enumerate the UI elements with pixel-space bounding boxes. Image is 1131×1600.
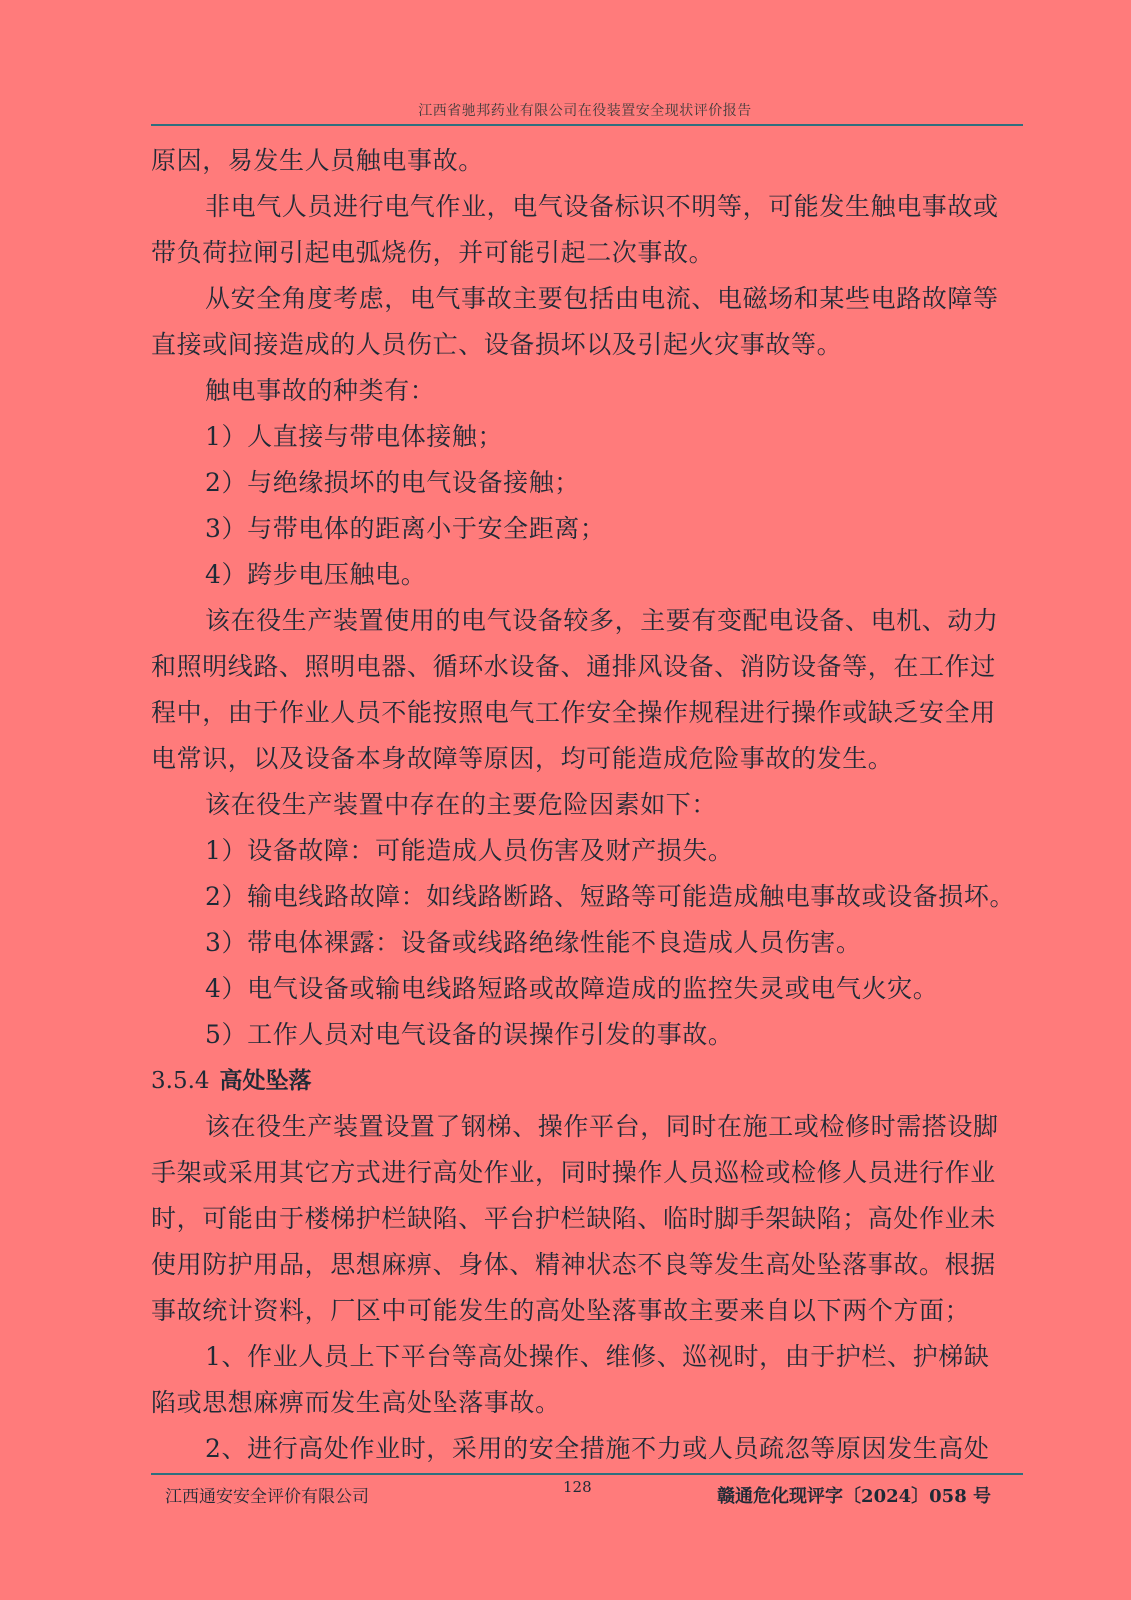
section-title: 高处坠落: [219, 1068, 312, 1094]
text-line: 3）带电体裸露：设备或线路绝缘性能不良造成人员伤害。: [205, 928, 862, 957]
section-heading: [151, 1058, 1023, 1104]
text-line: 触电事故的种类有：: [205, 376, 436, 405]
text-line: 程中，由于作业人员不能按照电气工作安全操作规程进行操作或缺乏安全用: [151, 698, 996, 727]
text-line: 使用防护用品，思想麻痹、身体、精神状态不良等发生高处坠落事故。根据: [151, 1250, 996, 1279]
text-line: 2）与绝缘损坏的电气设备接触；: [205, 468, 580, 497]
text-line: 非电气人员进行电气作业，电气设备标识不明等，可能发生触电事故或: [205, 192, 999, 221]
text-line: 2、进行高处作业时，采用的安全措施不力或人员疏忽等原因发生高处: [205, 1434, 990, 1463]
text-line: 原因，易发生人员触电事故。: [151, 146, 484, 175]
document-body: [151, 138, 1023, 1472]
text-line: 1、作业人员上下平台等高处操作、维修、巡视时，由于护栏、护梯缺: [205, 1342, 990, 1371]
text-line: 直接或间接造成的人员伤亡、设备损坏以及引起火灾事故等。: [151, 330, 843, 359]
text-line: 3）与带电体的距离小于安全距离；: [205, 514, 606, 543]
text-line: 2）输电线路故障：如线路断路、短路等可能造成触电事故或设备损坏。: [205, 882, 1016, 911]
text-line: 从安全角度考虑，电气事故主要包括由电流、电磁场和某些电路故障等: [205, 284, 999, 313]
text-line: 事故统计资料，厂区中可能发生的高处坠落事故主要来自以下两个方面；: [151, 1296, 971, 1325]
section-number: 3.5.4: [151, 1068, 210, 1094]
page-header: 江西省驰邦药业有限公司在役装置安全现状评价报告: [418, 103, 752, 119]
text-line: 带负荷拉闸引起电弧烧伤，并可能引起二次事故。: [151, 238, 715, 267]
text-line: 手架或采用其它方式进行高处作业，同时操作人员巡检或检修人员进行作业: [151, 1158, 996, 1187]
text-line: 该在役生产装置中存在的主要危险因素如下：: [205, 790, 718, 819]
footer-rule: [151, 1473, 1023, 1475]
text-line: 陷或思想麻痹而发生高处坠落事故。: [151, 1388, 561, 1417]
text-line: 5）工作人员对电气设备的误操作引发的事故。: [205, 1020, 734, 1049]
text-line: 电常识，以及设备本身故障等原因，均可能造成危险事故的发生。: [151, 744, 894, 773]
page-footer: [151, 1478, 1023, 1508]
page-number: 128: [563, 1478, 592, 1496]
paragraph-block: [151, 138, 1023, 1058]
header-rule: [151, 124, 1023, 126]
text-line: 该在役生产装置设置了钢梯、操作平台，同时在施工或检修时需搭设脚: [205, 1112, 999, 1141]
text-line: 1）设备故障：可能造成人员伤害及财产损失。: [205, 836, 734, 865]
text-line: 时，可能由于楼梯护栏缺陷、平台护栏缺陷、临时脚手架缺陷；高处作业未: [151, 1204, 996, 1233]
text-line: 4）电气设备或输电线路短路或故障造成的监控失灵或电气火灾。: [205, 974, 939, 1003]
text-line: 4）跨步电压触电。: [205, 560, 427, 589]
text-line: 1）人直接与带电体接触；: [205, 422, 504, 451]
footer-company: 江西通安安全评价有限公司: [165, 1487, 369, 1507]
paragraph-block: [151, 1104, 1023, 1472]
text-line: 和照明线路、照明电器、循环水设备、通排风设备、消防设备等，在工作过: [151, 652, 996, 681]
report-reference: 赣通危化现评字〔2024〕058 号: [717, 1486, 991, 1507]
text-line: 该在役生产装置使用的电气设备较多，主要有变配电设备、电机、动力: [205, 606, 999, 635]
